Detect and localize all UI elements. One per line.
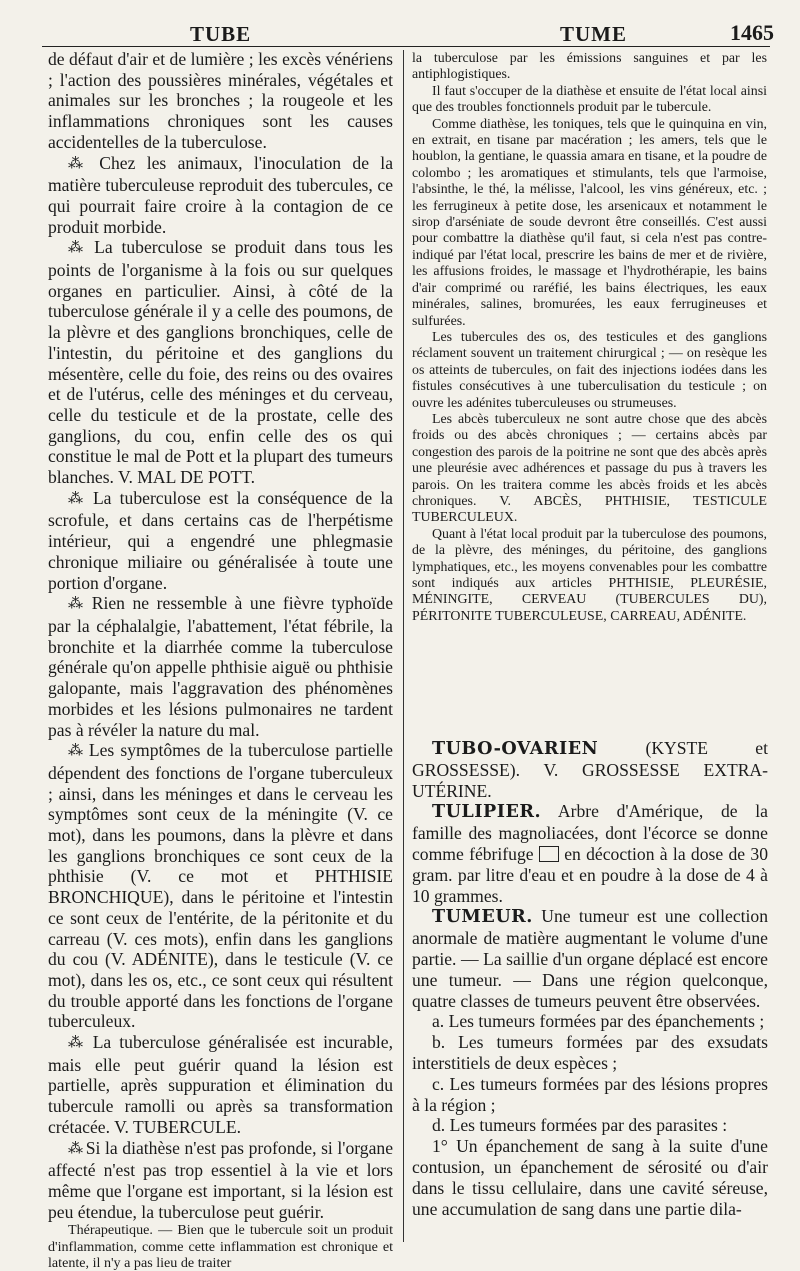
paragraph: ⁂ La tuberculose se produit dans tous les points de l'organisme à la fois ou sur quelques organes en particulier. Ainsi, à côté de la tuberculose générale il y a celle des poumons, de la plèvre et des ganglions bronchiques, celle de l'intestin, du péritoine et des ganglions du mésentère, celle du foie, des reins ou des ovaires et de l'utérus, celle des méninges et du cerveau, celle du testicule et de la prostate, celle des ganglions, du cou, enfin celle des os qui constitue le mal de Pott et la plupart des tumeurs blanches. V. MAL DE POTT. bbox=[48, 237, 393, 488]
therapeutique-paragraph: Thérapeutique. — Bien que le tubercule soit un produit d'inflammation, comme cette inflammation est chronique et latente, il n'y a pas lieu de traiter bbox=[48, 1222, 393, 1271]
entry-headword: TUMEUR. bbox=[432, 906, 533, 928]
left-column bbox=[48, 49, 393, 1271]
header-rule bbox=[42, 46, 770, 47]
paragraph: ⁂ Rien ne ressemble à une fièvre typhoïde par la céphalalgie, l'abattement, l'état fébrile, la bronchite et la diarrhée comme la tuberculose générale qu'on appelle phthisie aiguë ou phthisie galopante, mais l'aggravation des phénomènes morbides et les lésions pulmonaires ne tardent pas à révéler la nature du mal. bbox=[48, 593, 393, 740]
paragraph: ⁂ Chez les animaux, l'inoculation de la matière tuberculeuse reproduit des tubercules, ce qui pourrait faire croire à la contagion de ce produit morbide. bbox=[48, 152, 394, 237]
asterism-icon: ⁂ bbox=[68, 1035, 85, 1052]
paragraph: ⁂ Si la diathèse n'est pas profonde, si l'organe affecté n'est pas trop essentiel à la vie et lors même que l'organe est important, si la lésion est peu étendue, la tuberculose peut guérir. bbox=[48, 1137, 393, 1222]
right-column-small-text bbox=[412, 51, 767, 625]
left-running-head: TUBE bbox=[190, 22, 252, 46]
paragraph: Quant à l'état local produit par la tuberculose des poumons, de la plèvre, des méninges, du péritoine, des ganglions lymphatiques, etc., les moyens convenables pour les combattre sont indiqués aux articles PHTHISIE, PLEURÉSIE, MÉNINGITE, CERVEAU (TUBERCULES DU), PÉRITONITE TUBERCULEUSE, CARREAU, ADÉNITE. bbox=[412, 526, 767, 624]
asterism-icon: ⁂ bbox=[68, 490, 85, 507]
paragraph: Les abcès tuberculeux ne sont autre chose que des abcès froids ou des abcès chroniques ; — certains abcès par congestion des parois de la poitrine ne sont que des abcès après une pleurésie avec adhérences et passage du pus à travers les parois. On les traitera comme les abcès froids et les abcès chroniques. V. ABCÈS, PHTHISIE, TESTICULE TUBERCULEUX. bbox=[412, 411, 767, 526]
paragraph: Il faut s'occuper de la diathèse et ensuite de l'état local ainsi que des troubles fonctionnels produit par le tubercule. bbox=[412, 83, 767, 116]
asterism-icon: ⁂ bbox=[68, 743, 83, 760]
list-item: a. Les tumeurs formées par des épanchements ; bbox=[432, 1011, 765, 1032]
asterism-icon: ⁂ bbox=[68, 155, 88, 172]
square-symbol-icon bbox=[539, 846, 559, 862]
paragraph: Comme diathèse, les toniques, tels que le quinquina en vin, en extrait, en tisane par macération ; les amers, tels que le houblon, la gentiane, le quassia amara en tisane, et la poudre de colombo ; les aromatiques et stimulants, tels que l'armoise, l'absinthe, le thé, la mélisse, l'alcool, les vins généreux, etc. ; les ferrugineux à petite dose, les arsenicaux et notamment le sirop d'arséniate de soude devront être conseillés. C'est aussi pour combattre la diathèse qu'il faut, si cela n'est pas contre-indiqué par l'état local, prescrire les bains de mer et de rivière, les affusions froides, le massage et l'hydrothérapie, les bains d'air comprimé ou raréfié, les bains électriques, les eaux minérales, salines, bromurées, les eaux ferrugineuses et sulfurées. bbox=[412, 116, 767, 329]
entry-headword: TULIPIER. bbox=[432, 801, 542, 823]
paragraph: ⁂ La tuberculose généralisée est incurable, mais elle peut guérir quand la lésion est partielle, après suppuration et élimination du tubercule ramolli ou après sa transformation crétacée. V. TUBERCULE. bbox=[48, 1032, 394, 1137]
paragraph: de défaut d'air et de lumière ; les excès vénériens ; l'action des poussières minérales, végétales et animales sur les bronches ; la rougeole et les inflammations chroniques sont les causes accidentelles de la tuberculose. bbox=[48, 49, 393, 152]
paragraph: ⁂ Les symptômes de la tuberculose partielle dépendent des fonctions de l'organe tuberculeux ; ainsi, dans les méninges et dans le cerveau les symptômes sont ceux de la méningite (V. ce mot), dans les poumons, dans la plèvre et dans les ganglions bronchiques ce sont ceux de la phthisie (V. ce mot et PHTHISIE BRONCHIQUE), dans le péritoine et l'intestin ce sont ceux de l'entérite, de la péritonite et du carreau (V. ces mots), enfin dans les ganglions du cou (V. ADÉNITE), dans le testicule (V. ce mot), dans les os, etc., ce sont ceux qui résultent du trouble apporté dans les fonctions de l'organe tuberculeux. bbox=[48, 740, 393, 1032]
asterism-icon: ⁂ bbox=[68, 240, 86, 257]
entry-tulipier: TULIPIER. Arbre d'Amérique, de la famille des magnoliacées, dont l'écorce se donne comme fébrifuge en décoction à la dose de 30 gram. par litre d'eau et en poudre à la dose de 4 à 10 grammes. bbox=[412, 801, 768, 906]
paragraph: la tuberculose par les émissions sanguines et par les antiphlogistiques. bbox=[412, 51, 767, 83]
asterism-icon: ⁂ bbox=[68, 1140, 82, 1157]
list-item: d. Les tumeurs formées par des parasites : bbox=[432, 1115, 728, 1136]
list-item: c. Les tumeurs formées par des lésions propres à la région ; bbox=[412, 1073, 768, 1115]
page-number: 1465 bbox=[730, 20, 774, 45]
running-header bbox=[0, 22, 800, 46]
entry-headword: TUBO-OVARIEN bbox=[432, 738, 599, 759]
list-item: b. Les tumeurs formées par des exsudats interstitiels de deux espèces ; bbox=[412, 1032, 768, 1073]
list-item: 1° Un épanchement de sang à la suite d'une contusion, un épanchement de sérosité ou d'air dans le tissu cellulaire, dans une cavité séreuse, une accumulation de sang dans une partie dila- bbox=[412, 1136, 768, 1219]
entry-tumeur: TUMEUR. Une tumeur est une collection anormale de matière augmentant le volume d'une partie. — La saillie d'un organe déplacé est encore une tumeur. — Dans une région quelconque, quatre classes de tumeurs peuvent être observées. bbox=[412, 906, 768, 1011]
entry-tubo-ovarien: TUBO-OVARIEN (KYSTE et GROSSESSE). V. GROSSESSE EXTRA-UTÉRINE. bbox=[412, 738, 768, 801]
paragraph: Les tubercules des os, des testicules et des ganglions réclament souvent un traitement chirurgical ; — on resèque les os atteints de tubercules, on fait des injections iodées dans les fistules consécutives à une tuberculisation du testicule ; on ouvre les adénites tuberculeuses ou strumeuses. bbox=[412, 329, 767, 411]
right-running-head: TUME bbox=[560, 22, 627, 46]
right-column-entries bbox=[412, 738, 768, 1219]
asterism-icon: ⁂ bbox=[68, 596, 85, 613]
column-divider bbox=[403, 50, 404, 1242]
paragraph: ⁂ La tuberculose est la conséquence de la scrofule, et dans certains cas de l'herpétisme intérieur, qui a engendré une phlegmasie chronique miliaire ou généralisée à toute une portion d'organe. bbox=[48, 487, 393, 593]
